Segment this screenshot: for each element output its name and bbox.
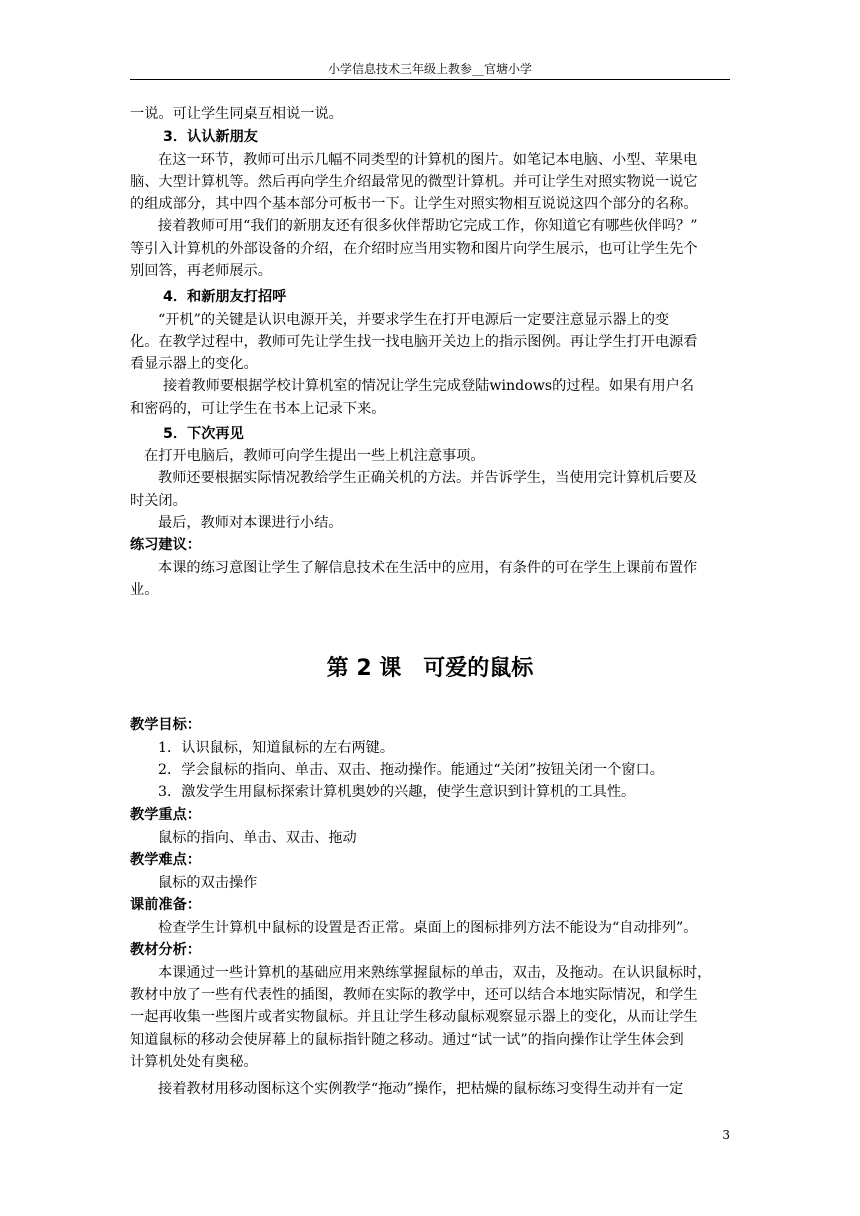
section-heading: 教学重点： — [130, 807, 201, 823]
paragraph-line: 本课的练习意图让学生了解信息技术在生活中的应用，有条件的可在学生上课前布置作 — [158, 560, 698, 576]
paragraph-line: 业。 — [130, 582, 159, 598]
paragraph-line: 教材中放了一些有代表性的插图，教师在实际的教学中，还可以结合本地实际情况，和学生 — [130, 987, 698, 1003]
paragraph-line: 鼠标的双击操作 — [158, 875, 258, 891]
paragraph-line: 接着教师要根据学校计算机室的情况让学生完成登陆windows的过程。如果有用户名 — [163, 378, 695, 394]
paragraph-line: 知道鼠标的移动会使屏幕上的鼠标指针随之移动。通过“试一试”的指向操作让学生体会到 — [130, 1032, 684, 1048]
list-item: 2．学会鼠标的指向、单击、双击、拖动操作。能通过“关闭”按钮关闭一个窗口。 — [158, 762, 664, 778]
paragraph-line: 脑、大型计算机等。然后再向学生介绍最常见的微型计算机。并可让学生对照实物说一说它 — [130, 174, 698, 190]
page-number: 3 — [722, 1128, 730, 1142]
paragraph-line: 看显示器上的变化。 — [130, 356, 258, 372]
paragraph-line: 一起再收集一些图片或者实物鼠标。并且让学生移动鼠标观察显示器上的变化，从而让学生 — [130, 1009, 698, 1025]
paragraph-line: 最后，教师对本课进行小结。 — [158, 515, 343, 531]
paragraph-line: 化。在教学过程中，教师可先让学生找一找电脑开关边上的指示图例。再让学生打开电源看 — [130, 334, 698, 350]
section-heading: 5．下次再见 — [163, 426, 244, 442]
paragraph-line: 教师还要根据实际情况教给学生正确关机的方法。并告诉学生，当使用完计算机后要及 — [158, 470, 698, 486]
paragraph-line: 别回答，再老师展示。 — [130, 263, 272, 279]
paragraph-line: “开机”的关键是认识电源开关，并要求学生在打开电源后一定要注意显示器上的变 — [158, 312, 670, 328]
paragraph-line: 的组成部分，其中四个基本部分可板书一下。让学生对照实物相互说说这四个部分的名称。 — [130, 196, 698, 212]
section-heading: 练习建议： — [130, 537, 201, 553]
paragraph-line: 接着教材用移动图标这个实例教学“拖动”操作，把枯燥的鼠标练习变得生动并有一定 — [158, 1081, 684, 1097]
paragraph-line: 等引入计算机的外部设备的介绍，在介绍时应当用实物和图片向学生展示，也可让学生先个 — [130, 241, 698, 257]
section-heading: 3．认认新朋友 — [163, 129, 258, 145]
paragraph-line: 和密码的，可让学生在书本上记录下来。 — [130, 401, 386, 417]
list-item: 1．认识鼠标，知道鼠标的左右两键。 — [158, 740, 395, 756]
lesson-title: 第 2 课 可爱的鼠标 — [326, 656, 534, 681]
header-rule — [130, 79, 730, 80]
paragraph-line: 检查学生计算机中鼠标的设置是否正常。桌面上的图标排列方法不能设为“自动排列”。 — [158, 920, 698, 936]
page-header: 小学信息技术三年级上教参__官塘小学 — [327, 62, 532, 76]
section-heading: 教学目标： — [130, 717, 201, 733]
paragraph-line: 本课通过一些计算机的基础应用来熟练掌握鼠标的单击，双击，及拖动。在认识鼠标时， — [158, 965, 712, 981]
section-heading: 课前准备： — [130, 897, 201, 913]
paragraph-line: 计算机处处有奥秘。 — [130, 1054, 258, 1070]
paragraph-line: 在打开电脑后，教师可向学生提出一些上机注意事项。 — [144, 448, 485, 464]
section-heading: 教材分析： — [130, 942, 201, 958]
section-heading: 4．和新朋友打招呼 — [163, 289, 287, 305]
paragraph-line: 鼠标的指向、单击、双击、拖动 — [158, 830, 357, 846]
section-heading: 教学难点： — [130, 852, 201, 868]
paragraph: 一说。可让学生同桌互相说一说。 — [130, 106, 343, 122]
paragraph-line: 时关闭。 — [130, 493, 187, 509]
paragraph-line: 接着教师可用“我们的新朋友还有很多伙伴帮助它完成工作，你知道它有哪些伙伴吗？” — [158, 218, 698, 234]
paragraph-line: 在这一环节，教师可出示几幅不同类型的计算机的图片。如笔记本电脑、小型、苹果电 — [158, 152, 698, 168]
list-item: 3．激发学生用鼠标探索计算机奥妙的兴趣，使学生意识到计算机的工具性。 — [158, 784, 636, 800]
